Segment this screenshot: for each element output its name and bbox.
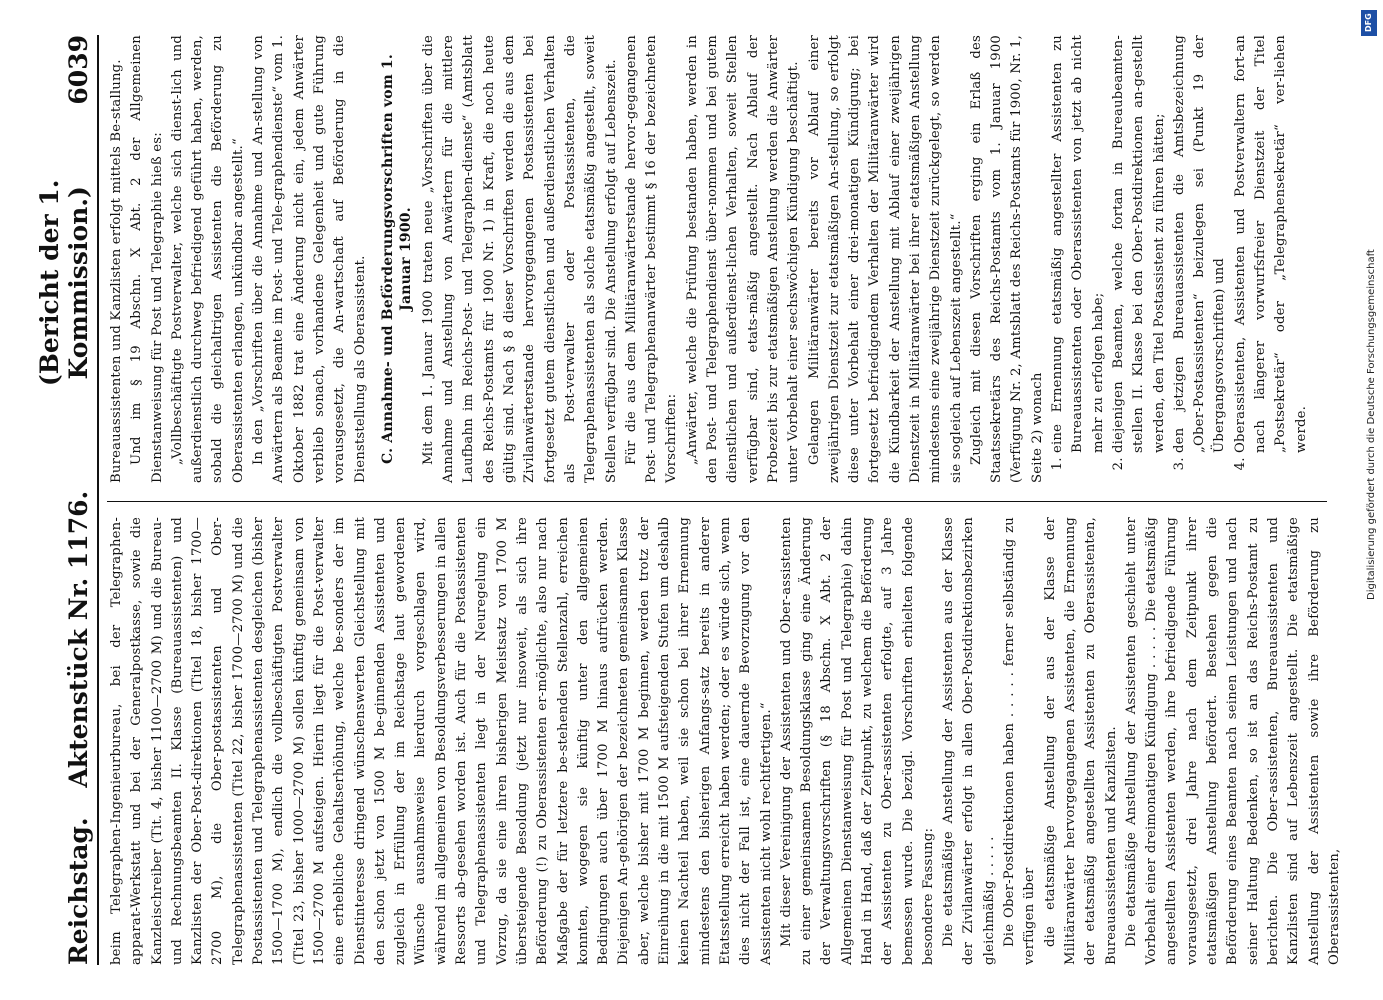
page-number: 6039 <box>64 35 93 105</box>
paragraph: Gelangen Militäranwärter bereits vor Ablauf einer zweijährigen Dienstzeit zur etatsmäßigen An-stellung, so erfolgt diese unter Vorbehalt einer drei-monatigen Kündigung; bei fortgesetzt befriedigendem Verhalten der Militäranwärter wird die Kündbarkeit der Anstellung mit Ablauf einer zweijährigen Dienstzeit in Militäranwärter bei ihrer etatsmäßigen Anstellung mindestens eine zweijährige Dienstzeit zurückgelegt, so werden sie sogleich auf Lebenszeit angestellt.“ <box>806 35 964 483</box>
paragraph: Mit dem 1. Januar 1900 traten neue „Vorschriften über die Annahme und Anstellung von Anwärtern für die mittlere Laufbahn im Reichs-Post- und Telegraphen-dienste“ (Amtsblatt des Reichs-Postamts für 1900 Nr. 1) in Kraft, die noch heute gültig sind. Nach § 8 dieser Vorschriften werden die aus dem Zivilanwärterstande hervorgegangenen Postassistenten bei fortgesetzt gutem dienstlichen und außerdienstlichen Verhalten als Post-verwalter oder Postassistenten, die Telegraphenassistenten als solche etatsmäßig angestellt, soweit Stellen verfügbar sind. Die Anstellung erfolgt auf Lebenszeit. <box>420 35 619 483</box>
paragraph: die etatsmäßige Anstellung der aus der Klasse der Militäranwärter hervorgegangenen Assistenten, die Ernennung der etatsmäßig angestellten Assistenten zu Oberassistenten, Bureauassistenten und Kanzlisten. <box>1042 517 1119 965</box>
column-divider <box>107 501 1327 502</box>
paragraph: Zugleich mit diesen Vorschriften erging ein Erlaß des Staatssekretärs des Reichs-Postamts vom 1. Januar 1900 (Verfügung Nr. 2, Amtsblatt des Reichs-Postamts für 1900, Nr. 1, Seite 2) wonach <box>968 35 1045 483</box>
paragraph: Und im § 19 Abschn. X Abt. 2 der Allgemeinen Dienstanweisung für Post und Telegraphie hieß es: <box>129 35 165 483</box>
paragraph: „Anwärter, welche die Prüfung bestanden haben, werden in den Post- und Telegraphendienst über-nommen und bei gutem dienstlichen und außerdienst-lichen Verhalten, soweit Stellen verfügbar sind, etats-mäßig angestellt. Nach Ablauf der Probezeit bis zur etatsmäßigen Anstellung werden die Anwärter unter Vorbehalt einer sechswöchigen Kündigung beschäftigt. <box>684 35 802 483</box>
section-heading: C. Annahme- und Beförderungsvorschriften vom 1. Januar 1900. <box>379 54 414 464</box>
header-center-right: (Bericht der 1. Kommission.) <box>35 179 93 387</box>
paragraph: „Vollbeschäftigte Postverwalter, welche sich dienst-lich und außerdienstlich durchweg befriedigend geführt haben, werden, sobald die gleichaltrigen Assistenten die Beförderung zu Oberassistenten erlangen, unkündbar angestellt.“ <box>169 35 246 483</box>
list-item: 2. diejenigen Beamten, welche fortan in Bureaubeamten-stellen II. Klasse bei den Ober-Postdirektionen an-gestellt werden, den Titel Postassistent zu führen hätten; <box>1109 35 1170 453</box>
paragraph: Mit dieser Vereinigung der Assistenten und Ober-assistenten zu einer gemeinsamen Besoldungsklasse ging eine Änderung der Verwaltungsvorschriften (§ 18 Abschn. X Abt. 2 der Allgemeinen Dienstanweisung für Post und Telegraphie) dahin Hand in Hand, daß der Zeitpunkt, zu welchem die Beförderung der Assistenten zu Ober-assistenten erfolgte, auf 3 Jahre bemessen wurde. Die bezügl. Vorschriften erhielten folgende besondere Fassung: <box>778 517 936 965</box>
paragraph: In den „Vorschriften über die Annahme und An-stellung von Anwärtern als Beamte im Post- und Tele-graphendienste“ vom 1. Oktober 1882 trat eine Änderung nicht ein, jedem Anwärter verblieb sonach, vorhandene Gelegenheit und gute Führung vorausgesetzt, die An-wartschaft auf Beförderung in die Dienststellung als Oberassistent. <box>251 35 368 483</box>
header-left: Reichstag. <box>64 817 93 965</box>
paragraph: beim Telegraphen-Ingenieurbureau, bei der Telegraphen-apparat-Werkstatt und bei der Generalpostkasse, sowie die Kanzleischreiber (Tit. 4, bisher 1100—2700 M) und die Bureau- und Rechnungsbeamten II. Klasse (Bureauassistenten) und Kanzlisten der Ober-Post-direktionen (Titel 18, bisher 1700—2700 M), die Ober-postassistenten und Ober-Telegraphenassistenten (Titel 22, bisher 1700—2700 M) und die Postassistenten und Telegraphenassistenten desgleichen (bisher 1500—1700 M), endlich die vollbeschäftigten Postverwalter (Titel 23, bisher 1000—2700 M) sollen künftig gemeinsam von 1500—2700 M aufsteigen. Hierin liegt für die Post-verwalter eine erhebliche Gehaltserhöhung, welche be-sonders der im Dienstinteresse dringend wünschenswerten Gleichstellung mit den schon jetzt von 1500 M be-ginnenden Assistenten und zugleich in Erfüllung der im Reichstage laut gewordenen Wünsche ausnahmsweise hierdurch vorgeschlagen wird, während im allgemeinen von Besoldungsverbesserungen in allen Ressorts ab-gesehen worden ist. Auch für die Postassistenten und Telegraphenassistenten liegt in der Neuregelung ein Vorzug, da sie eine ihren bisherigen Meistsatz von 1700 M übersteigende Besoldung (jetzt nur insoweit, als sich ihre Beförderung (!) zu Oberassistenten er-möglichte, also nur nach Maßgabe der für letztere be-stehenden Stellenzahl, erreichen konnten, wogegen sie künftig unter den allgemeinen Bedingungen auch über 1700 M hinaus aufrücken werden. Diejenigen An-gehörigen der bezeichneten gemeinsamen Klasse aber, welche bisher mit 1700 M beginnen, werden trotz der Einreihung in die mit 1500 M aufsteigenden Stufen um deshalb keinen Nachteil haben, weil sie schon bei ihrer Ernennung mindestens den bisherigen Anfangs-satz bereits in anderer Etatsstellung erreicht haben werden; oder es würde sich, wenn dies nicht der Fall ist, eine dauernde Bevorzugung vor den Assistenten nicht wohl rechtfertigen.“ <box>109 517 774 965</box>
numbered-list <box>1048 35 1312 483</box>
paragraph: Die etatsmäßige Anstellung der Assistenten geschieht unter Vorbehalt einer dreimonatigen Kündigung . . . . . Die etatsmäßig angestellten Assistenten werden, ihre befriedigende Führung vorausgesetzt, drei Jahre nach dem Zeitpunkt ihrer etatsmäßigen Anstellung befördert. Bestehen gegen die Beförderung eines Beamten nach seinen Leistungen und nach seiner Haltung Bedenken, so ist an das Reichs-Postamt zu berichten. Die Ober-assistenten, Bureauassistenten und Kanzlisten sind auf Lebenszeit angestellt. Die etatsmäßige Anstellung der Assistenten sowie ihre Beförderung zu Oberassistenten, <box>1123 517 1342 965</box>
right-column <box>107 35 1337 483</box>
list-item: 3. den jetzigen Bureauassistenten die Amtsbezeichnung „Ober-Postassistenten“ beizulegen sei (Punkt 19 der Übergangsvorschriften) und <box>1170 35 1231 453</box>
paragraph: Bureauassistenten und Kanzlisten erfolgt mittels Be-stallung. <box>109 59 124 483</box>
header-center: Aktenstück Nr. 1176. <box>64 490 93 788</box>
dfg-badge: DFG <box>1361 10 1377 36</box>
page-header <box>35 35 93 965</box>
left-column <box>107 517 1342 965</box>
digitization-credit: Digitalisierung gefördert durch die Deutsche Forschungsgemeinschaft <box>1366 249 1377 600</box>
page-content <box>35 35 1345 965</box>
paragraph: Die etatsmäßige Anstellung der Assistenten aus der Klasse der Zivilanwärter erfolgt in allen Ober-Postdirektionsbezirken gleichmäßig . . . . . <box>941 517 997 965</box>
list-item: 4. Oberassistenten, Assistenten und Postverwaltern fort-an nach längerer vorwurfsfreier Dienstzeit der Titel „Postsekretär“ oder „Telegraphensekretär“ ver-liehen werde. <box>1231 35 1312 453</box>
header-rule <box>97 35 99 965</box>
list-item: 1. eine Ernennung etatsmäßig angestellter Assistenten zu Bureauassistenten oder Oberassistenten von jetzt ab nicht mehr zu erfolgen habe; <box>1048 35 1109 453</box>
paragraph: Die Ober-Postdirektionen haben . . . . . ferner selbständig zu verfügen über <box>1002 517 1038 965</box>
paragraph: Für die aus dem Militäranwärterstande hervor-gegangenen Post- und Telegraphenanwärter bestimmt § 16 der bezeichneten Vorschriften: <box>623 35 680 483</box>
